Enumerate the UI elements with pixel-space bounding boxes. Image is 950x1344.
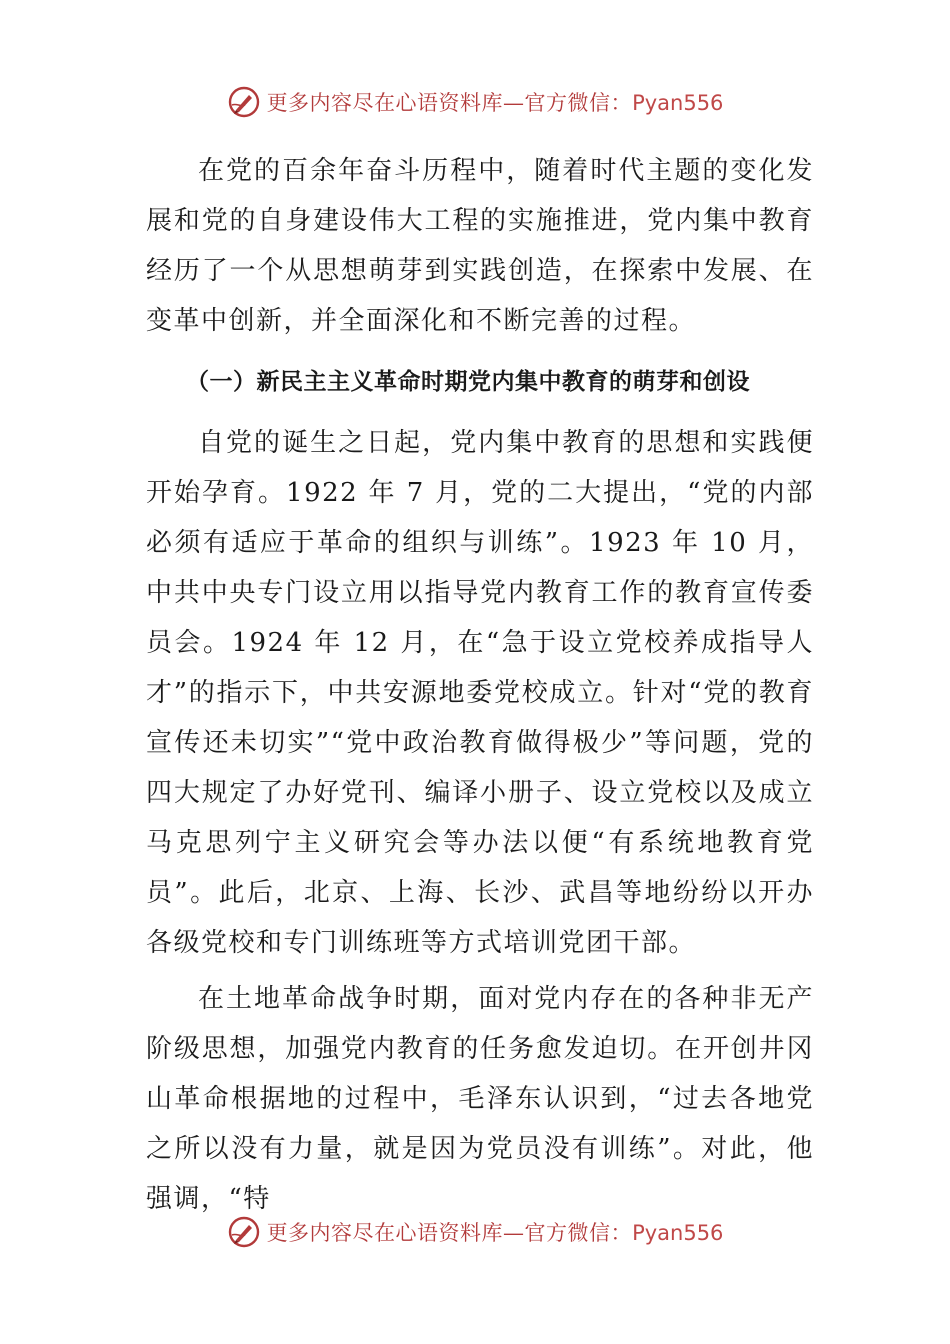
body-paragraph-2: 在土地革命战争时期，面对党内存在的各种非无产阶级思想，加强党内教育的任务愈发迫切。在开创井冈山革命根据地的过程中，毛泽东认识到，“过去各地党之所以没有力量，就是因为党员没有训练”。对此，他强调，“特 xyxy=(146,984,814,1214)
header-banner-brand: Pyan556 xyxy=(632,91,724,115)
footer-banner xyxy=(0,1212,950,1252)
intro-paragraph: 在党的百余年奋斗历程中，随着时代主题的变化发展和党的自身建设伟大工程的实施推进，党内集中教育经历了一个从思想萌芽到实践创造，在探索中发展、在变革中创新，并全面深化和不断完善的过程。 xyxy=(146,156,814,336)
footer-banner-brand: Pyan556 xyxy=(632,1221,724,1245)
header-banner xyxy=(0,82,950,122)
pen-logo-icon xyxy=(227,85,261,119)
body-paragraph-1: 自党的诞生之日起，党内集中教育的思想和实践便开始孕育。1922 年 7 月，党的二大提出，“党的内部必须有适应于革命的组织与训练”。1923 年 10 月，中共中央专门设立用以指导党内教育工作的教育宣传委员会。1924 年 12 月，在“急于设立党校养成指导人才”的指示下，中共安源地委党校成立。针对“党的教育宣传还未切实”“党中政治教育做得极少”等问题，党的四大规定了办好党刊、编译小册子、设立党校以及成立马克思列宁主义研究会等办法以便“有系统地教育党员”。此后，北京、上海、长沙、武昌等地纷纷以开办各级党校和专门训练班等方式培训党团干部。 xyxy=(146,428,814,958)
header-banner-text: 更多内容尽在心语资料库—官方微信：Pyan556 xyxy=(266,91,724,115)
footer-banner-text: 更多内容尽在心语资料库—官方微信：Pyan556 xyxy=(266,1221,724,1245)
document-body xyxy=(146,146,814,1224)
section-heading: （一）新民主主义革命时期党内集中教育的萌芽和创设 xyxy=(186,369,750,395)
pen-logo-icon xyxy=(227,1215,261,1249)
